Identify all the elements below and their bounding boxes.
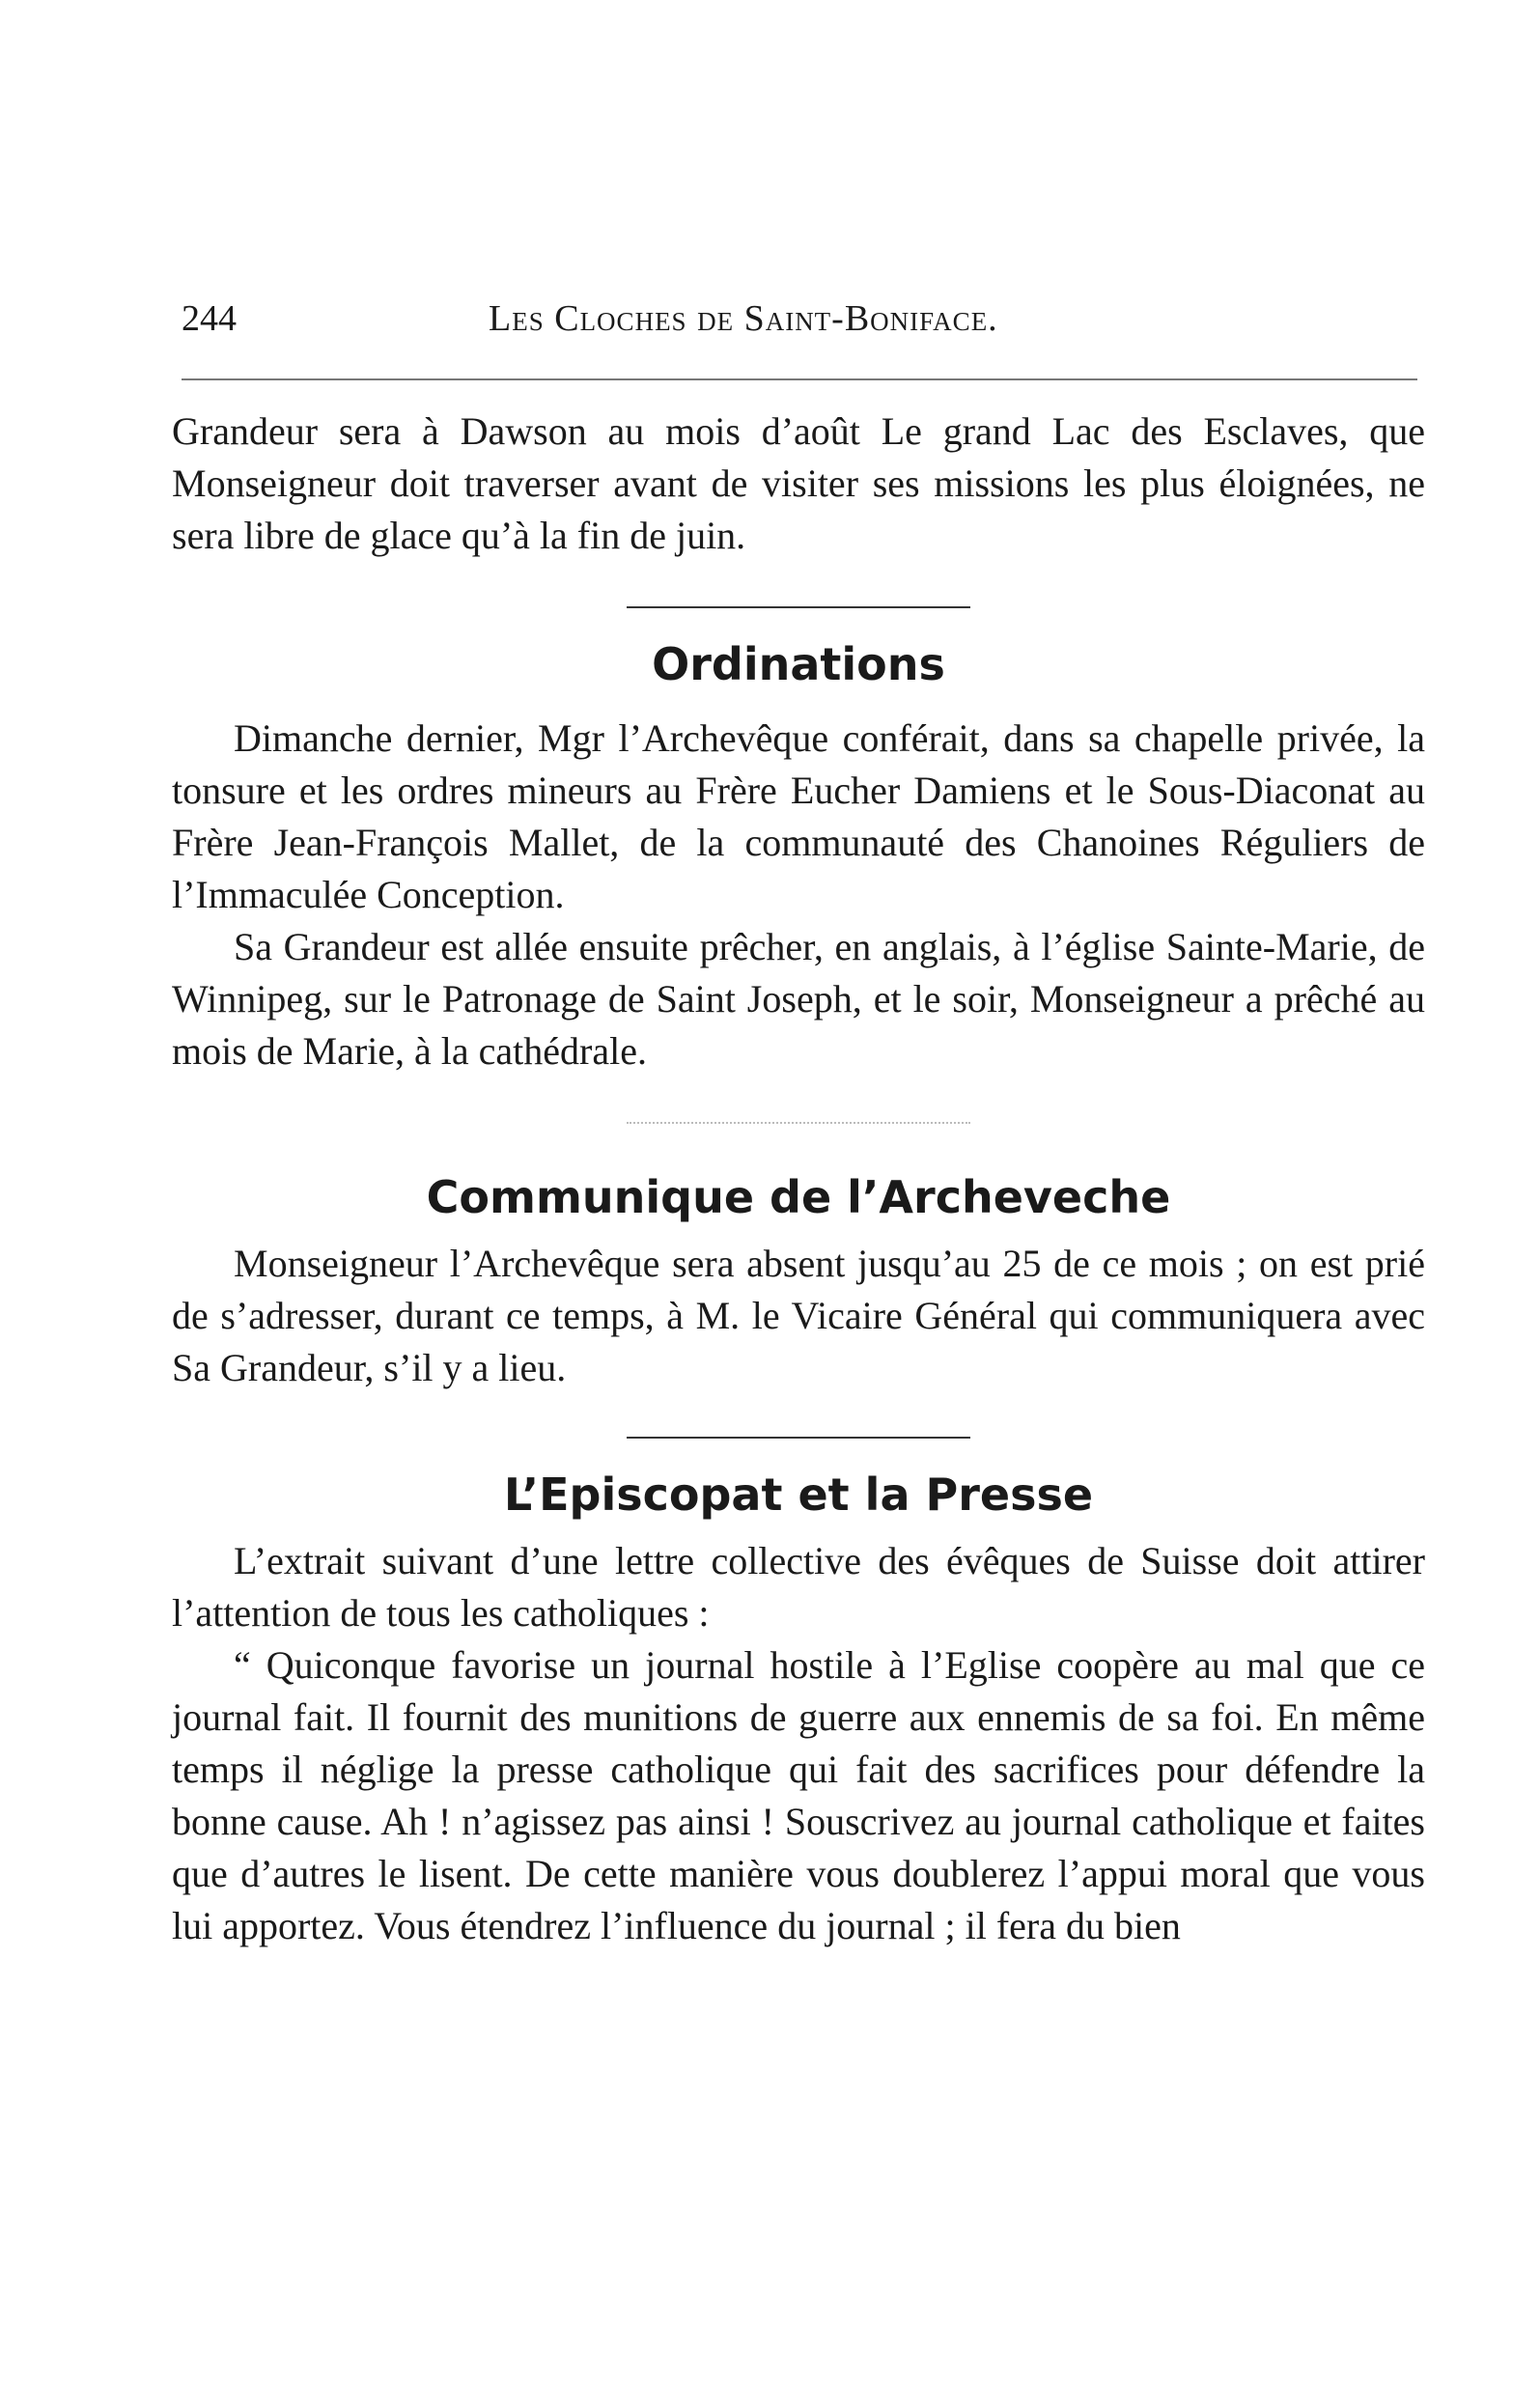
section-heading-episcopat: L’Episcopat et la Presse: [503, 1469, 1094, 1521]
running-title: Les Cloches de Saint-Boniface.: [489, 298, 998, 339]
page-body: [172, 406, 1425, 1952]
header-rule: [182, 378, 1417, 380]
paragraph: Monseigneur l’Archevêque sera absent jusqu’au 25 de ce mois ; on est prié de s’adresser, durant ce temps, à M. le Vicaire Général qui communiquera avec Sa Grandeur, s’il y a lieu.: [172, 1242, 1425, 1389]
paragraph: Dimanche dernier, Mgr l’Archevêque conférait, dans sa chapelle privée, la tonsure et les ordres mineurs au Frère Eucher Damiens et le Sous-Diaconat au Frère Jean-François Mallet, de la communauté des Chanoines Réguliers de l’Immaculée Conception.: [172, 716, 1425, 916]
paragraph: L’extrait suivant d’une lettre collective des évêques de Suisse doit attirer l’attention de tous les catholiques :: [172, 1539, 1425, 1635]
continued-paragraph: Grandeur sera à Dawson au mois d’août Le grand Lac des Esclaves, que Monseigneur doit traverser avant de visiter ses missions les plus éloignées, ne sera libre de glace qu’à la fin de juin.: [172, 409, 1425, 557]
page-number: 244: [182, 298, 237, 339]
paragraph: “ Quiconque favorise un journal hostile à l’Eglise coopère au mal que ce journal fait. Il fournit des munitions de guerre aux ennemis de sa foi. En même temps il néglige la presse catholique qui fait des sacrifices pour défendre la bonne cause. Ah ! n’agissez pas ainsi ! Souscrivez au journal catholique et faites que d’autres le lisent. De cette manière vous doublerez l’appui moral que vous lui apportez. Vous étendrez l’influence du journal ; il fera du bien: [172, 1643, 1425, 1947]
paragraph: Sa Grandeur est allée ensuite prêcher, en anglais, à l’église Sainte-Marie, de Winnipeg, sur le Patronage de Saint Joseph, et le soir, Monseigneur a prêché au mois de Marie, à la cathédrale.: [172, 925, 1425, 1073]
page-header: [182, 290, 1417, 348]
section-heading-communique: Communique de l’Archeveche: [426, 1171, 1171, 1223]
section-heading-ordinations: Ordinations: [652, 638, 945, 690]
